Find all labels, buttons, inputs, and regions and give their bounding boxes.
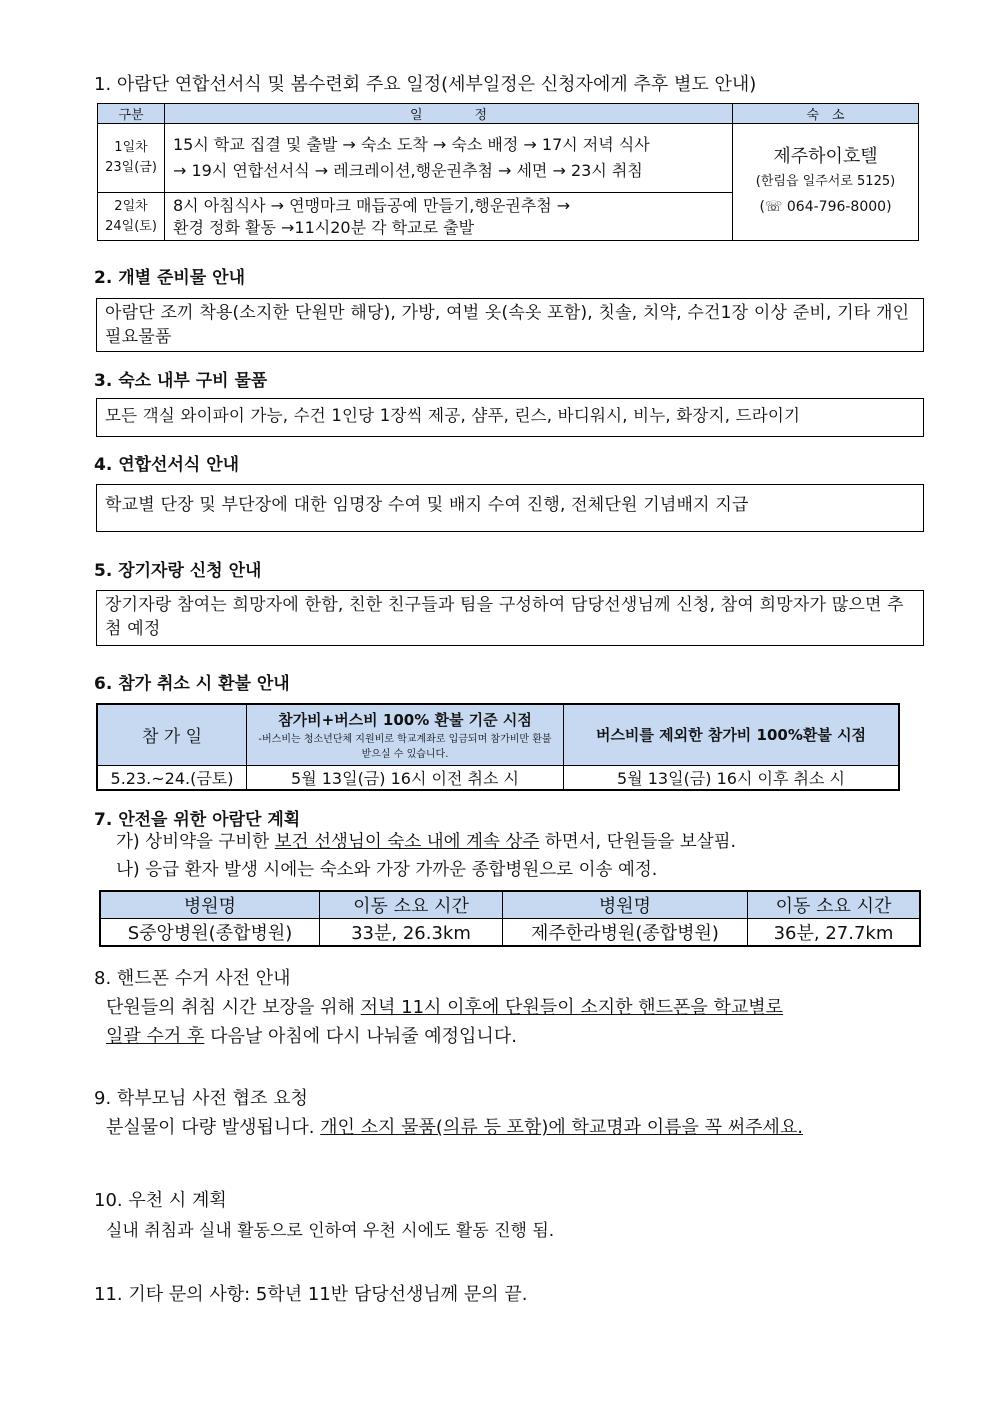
prep-items-box: 아람단 조끼 착용(소지한 단원만 해당), 가방, 여벌 옷(속옷 포함), 칫솔, 치약, 수건1장 이상 준비, 기타 개인필요물품 (96, 298, 924, 352)
section-3-heading: 3. 숙소 내부 구비 물품 (94, 371, 268, 391)
section-11-heading: 11. 기타 문의 사항: 5학년 11반 담당선생님께 문의 끝. (94, 1284, 528, 1305)
schedule-day-cell (98, 193, 165, 241)
refund-header-partial: 버스비를 제외한 참가비 100%환불 시점 (564, 704, 900, 765)
lodging-amenities-box: 모든 객실 와이파이 가능, 수건 1인당 1장씩 제공, 샴푸, 린스, 바디워시, 비누, 화장지, 드라이기 (96, 398, 924, 437)
parents-request-text: 분실물이 다량 발생됩니다. (106, 1117, 321, 1138)
section-1-heading: 1. 아람단 연합선서식 및 봄수련회 주요 일정(세부일정은 신청자에게 추후 별도 안내) (94, 74, 757, 95)
phone-notice-underlined-2: 일괄 수거 후 (106, 1026, 205, 1047)
phone-collection-notice (106, 993, 926, 1051)
refund-full-title: 참가비+버스비 100% 환불 기준 시점 (278, 710, 532, 729)
hospital-name-cell: 제주한라병원(종합병원) (503, 919, 748, 947)
lodging-phone: (☏ 064-796-8000) (759, 199, 892, 215)
section-7-heading: 7. 안전을 위한 아람단 계획 (94, 810, 301, 830)
ceremony-info-box: 학교별 단장 및 부단장에 대한 임명장 수여 및 배지 수여 진행, 전체단원 기념배지 지급 (96, 484, 924, 532)
hospital-header-time: 이동 소요 시간 (320, 891, 503, 919)
refund-full-cell: 5월 13일(금) 16시 이전 취소 시 (247, 765, 564, 790)
lodging-address: (한림읍 일주서로 5125) (755, 174, 896, 189)
section-9-heading: 9. 학부모님 사전 협조 요청 (94, 1088, 308, 1109)
hospital-row (100, 919, 920, 947)
refund-table (96, 703, 900, 791)
day-date: 24일(토) (105, 218, 157, 234)
day-date: 23일(금) (105, 160, 157, 175)
refund-header-row (97, 704, 899, 765)
rain-plan: 실내 취침과 실내 활동으로 인하여 우천 시에도 활동 진행 됨. (106, 1221, 555, 1241)
plan-line: 15시 학교 집결 및 출발 → 숙소 도착 → 숙소 배정 → 17시 저녁 식사 (173, 135, 650, 154)
phone-notice-text: 단원들의 취침 시간 보장을 위해 (106, 997, 361, 1018)
section-10-heading: 10. 우천 시 계획 (94, 1190, 227, 1211)
day-label: 1일차 (114, 140, 148, 155)
schedule-day-cell (98, 124, 165, 193)
hospital-time-cell: 33분, 26.3km (320, 919, 503, 947)
safety-plan-a-text: 가) 상비약을 구비한 (116, 832, 275, 852)
section-2-heading: 2. 개별 준비물 안내 (94, 268, 245, 288)
refund-row (97, 765, 899, 790)
lodging-cell (733, 124, 919, 241)
lodging-name: 제주하이호텔 (773, 146, 878, 167)
hospital-header-time: 이동 소요 시간 (748, 891, 921, 919)
safety-plan-a-text-end: 하면서, 단원들을 보살핌. (539, 832, 737, 852)
refund-header-full (247, 704, 564, 765)
talent-show-box: 장기자랑 참여는 희망자에 한함, 친한 친구들과 팀을 구성하여 담당선생님께 신청, 참여 희망자가 많으면 추첨 예정 (96, 590, 924, 646)
section-8-heading: 8. 핸드폰 수거 사전 안내 (94, 968, 291, 989)
refund-header-date: 참 가 일 (97, 704, 247, 765)
schedule-header-row (98, 104, 919, 124)
schedule-row-day1 (98, 124, 919, 193)
hospital-header-name: 병원명 (503, 891, 748, 919)
section-5-heading: 5. 장기자랑 신청 안내 (94, 561, 262, 581)
safety-plan-b: 나) 응급 환자 발생 시에는 숙소와 가장 가까운 종합병원으로 이송 예정. (116, 860, 658, 880)
parents-request-underlined: 개인 소지 물품(의류 등 포함)에 학교명과 이름을 꼭 써주세요. (320, 1117, 804, 1138)
schedule-header-plan: 일 정 (165, 104, 733, 124)
phone-notice-underlined: 저녁 11시 이후에 단원들이 소지한 핸드폰을 학교별로 (360, 997, 784, 1018)
plan-line: 8시 아침식사 → 연맹마크 매듭공예 만들기,행운권추첨 → (173, 195, 571, 215)
hospital-table (99, 890, 921, 947)
schedule-plan-cell (165, 193, 733, 241)
safety-plan-a-underlined: 보건 선생님이 숙소 내에 계속 상주 (274, 832, 540, 852)
hospital-name-cell: S중앙병원(종합병원) (100, 919, 320, 947)
refund-partial-cell: 5월 13일(금) 16시 이후 취소 시 (564, 765, 900, 790)
schedule-header-lodging: 숙 소 (733, 104, 919, 124)
refund-date-cell: 5.23.~24.(금토) (97, 765, 247, 790)
refund-full-note: -버스비는 청소년단체 지원비로 학교계좌로 입금되며 참가비만 환불받으실 수 있습니다. (258, 733, 552, 760)
schedule-plan-cell (165, 124, 733, 193)
hospital-header-row (100, 891, 920, 919)
section-6-heading: 6. 참가 취소 시 환불 안내 (94, 674, 290, 694)
safety-plan-a (116, 828, 736, 853)
schedule-table (97, 103, 919, 241)
hospital-header-name: 병원명 (100, 891, 320, 919)
phone-notice-text-end: 다음날 아침에 다시 나눠줄 예정입니다. (204, 1026, 517, 1047)
hospital-time-cell: 36분, 27.7km (748, 919, 921, 947)
plan-line: → 19시 연합선서식 → 레크레이션,행운권추첨 → 세면 → 23시 취침 (173, 161, 643, 180)
parents-request (106, 1113, 803, 1139)
day-label: 2일차 (114, 198, 148, 214)
section-4-heading: 4. 연합선서식 안내 (94, 455, 240, 475)
schedule-header-category: 구분 (98, 104, 165, 124)
plan-line: 환경 정화 활동 →11시20분 각 학교로 출발 (173, 217, 475, 237)
